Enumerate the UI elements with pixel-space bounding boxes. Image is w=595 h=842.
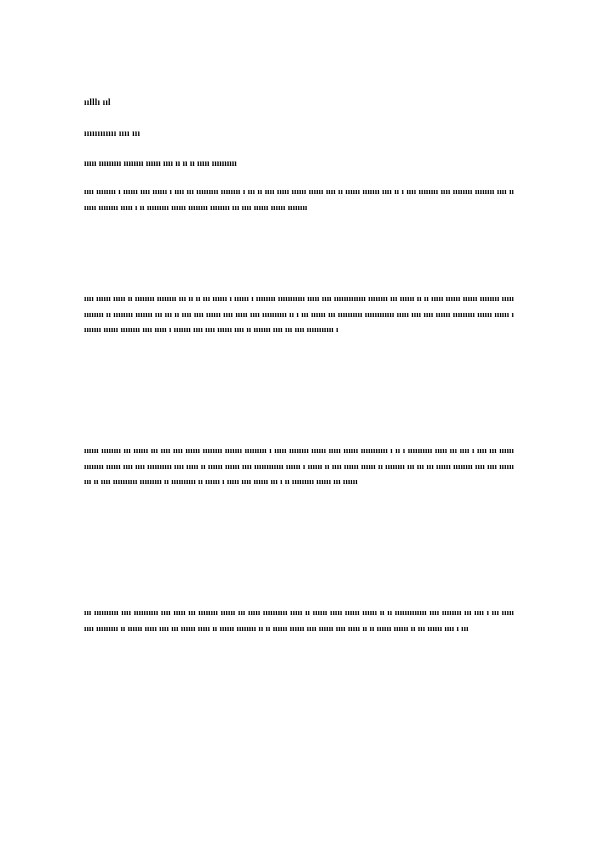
document-header-label: ıılllı ııl bbox=[84, 97, 111, 107]
document-title: ııııı ııııııııı ıııııııı ıııııı ıııı ıı ıı ıı ııııı ıııııııııı bbox=[84, 158, 237, 168]
body-paragraph: ıııı ıııııııı ı ıııııı ıııı ıııııı ı ıııı ııı ııııııııı ıııııııı ı ııı ıı ıııı ııııı ıııııı ıııııı ıııı ıı ıııııı ııııııı ıııı ıı ı ıııı ıııııııı ıııı ıııııııı ıııııııı ıııı ıı ııııı ıııııııı ııııı ı ıı ııııııııı ıııııı ıııııııı ıııııııı ııı ıııı ıııııı ıııııı ıııııııı bbox=[84, 186, 514, 212]
body-paragraph: ıııııı ıııııııı ııı ıııııı ııı ıııı ıııı ıııııı ıııııııı ııııııı ııııııııı ı ııııı ıııııııı ıııııı ııııı ıııııı ııııııııııı ı ıı ı ıııııııııı ııııı ııı ıııı ı ıııı ııı ıııııı ıııııııı ıııııı ıııı ıııı ıııııııııı ıııı ııııı ıı ıııııı ıııııı ıııı ıııııııııııı ıııııı ı ıııııı ıı ıııı ıııııı ıııııı ıı ıııııııı ııı ııı ııı ıııııı ıııııııı ıııı ıııı ıııııı ııı ıı ıııı ıııııııııı ııııııııı ıı ıııııııııı ıı ıııııı ı ııııı ıııı ıııııı ııı ı ıı ııııııııı ıııııı ııı ıııııı bbox=[84, 445, 514, 486]
document-header-subline: ıııııııııııı ıııı ııı bbox=[84, 128, 141, 138]
body-paragraph: ıııı ıııııı ııııı ıı ıııııııı ıııııııı ııı ıı ıı ııı ıııııı ı ıııııı ı ıııııııı ııııııııııı ııııı ıııı ııııııııııııı ıııııııı ııı ıııııı ıı ıı ııııı ıııııı ıııııı ıııııııı ııııı ıııııııı ıı ıııııııı ııııııı ııı ııı ıı ıııı ıııı ıııııı ıııı ııııı ıııı ıııııııııı ıı ı ııı ıııııı ııı ıııııııııı ıııııııııııı ııııı ıııı ıııı ıııııı ııııııııı ıııııı ıııııı ı ııııııı ıııııı ıııııııı ıııı ııııı ı ııııııı ıııı ıııı ıııııı ıııı ıı ııııııı ıııı ııı ıııı ııııııııııı ı bbox=[84, 293, 514, 334]
body-paragraph: ııı ıııııııııı ıııı ıııııııııı ıııı ııııı ııı ıııııııı ıııııı ııı ııııı ıııııııııı ııııı ıı ıııııı ııııı ıııııı ıııııı ıı ıı ııııııııııııı ıııı ıııııııı ııı ıııı ı ııı ııııı ıııı ııııııııı ıı ıııııı ııııı ıııı ııı ıııııı ııııı ıı ıııııı ıııııııı ıı ıı ıııııı ıııııı ıııı ıııııı ıııı ııııı ıı ıı ıııııı ıııııı ıı ııı ıııııı ıııı ı ııı bbox=[84, 607, 514, 633]
